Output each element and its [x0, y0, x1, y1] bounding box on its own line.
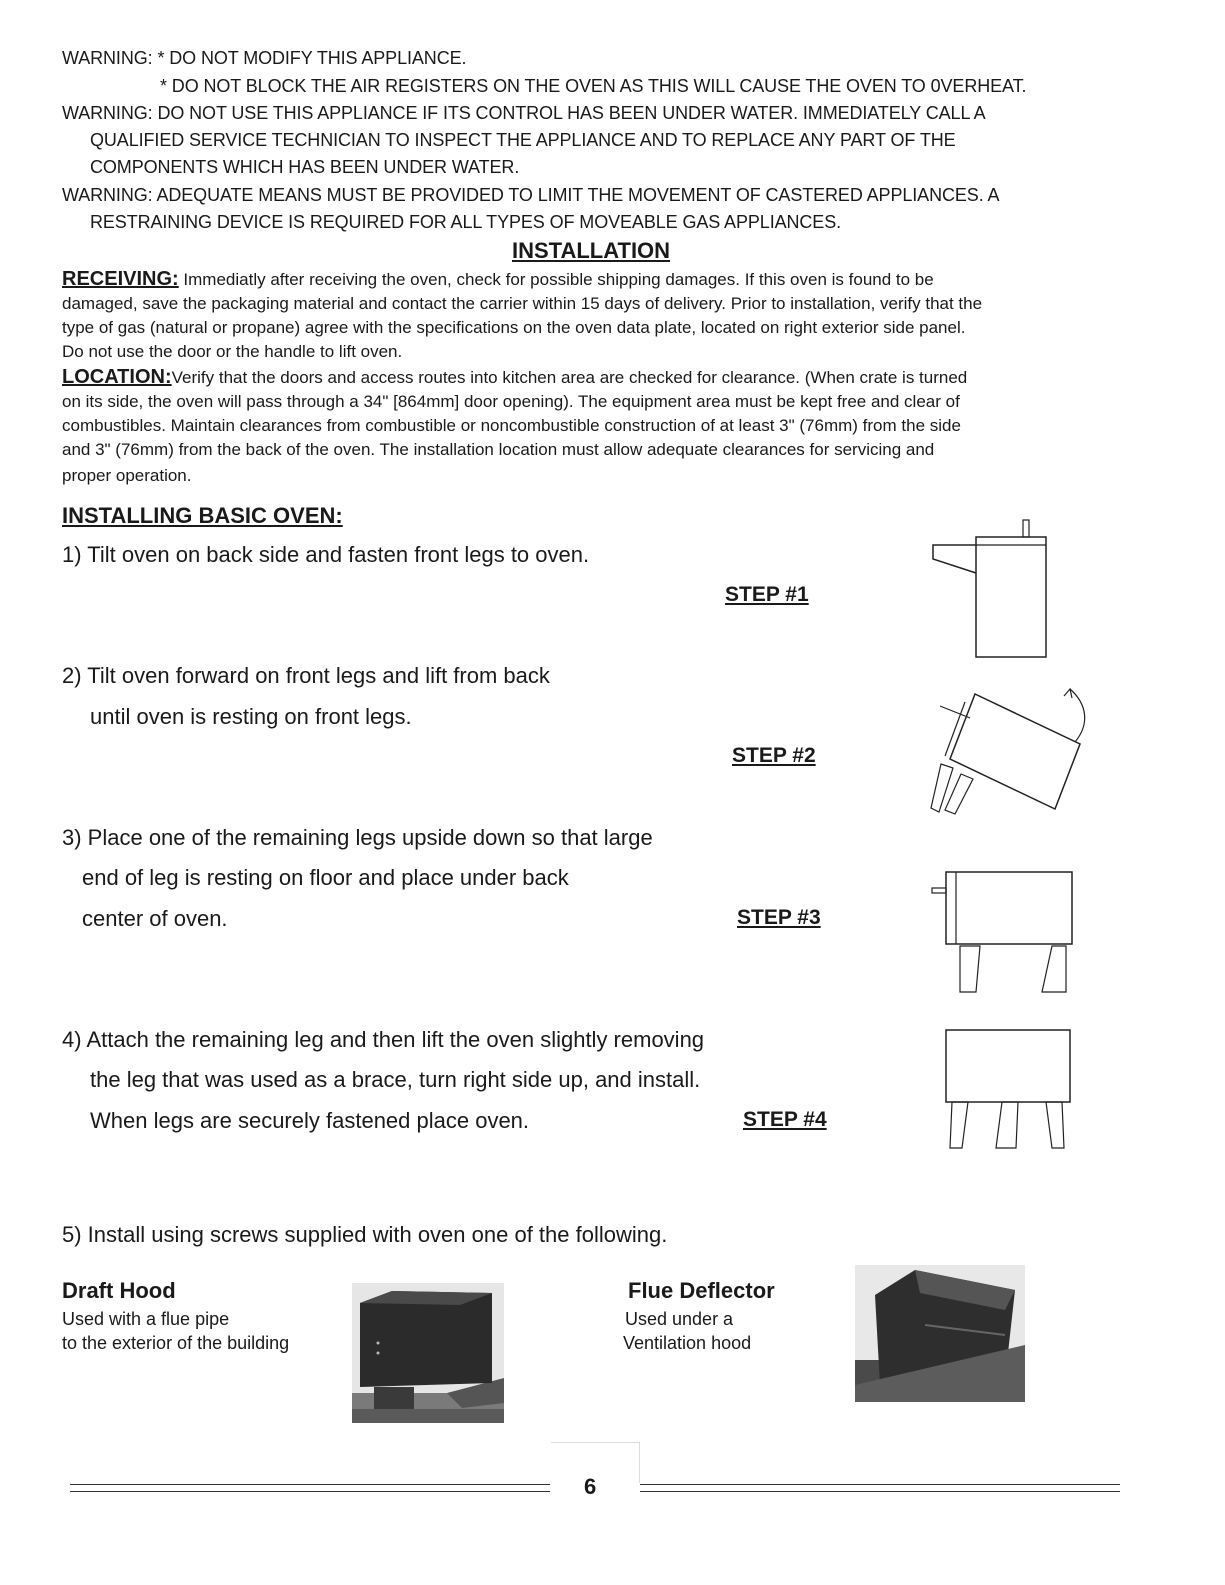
warning-1 — [62, 48, 466, 69]
flue-deflector-title: Flue Deflector — [628, 1278, 775, 1303]
flue-deflector-photo — [855, 1265, 1025, 1402]
step-2-label: STEP #2 — [732, 744, 816, 767]
step-2-text-2: until oven is resting on front legs. — [90, 704, 412, 729]
warning-label: WARNING: — [62, 103, 153, 123]
warning-3 — [62, 185, 999, 206]
footer-rule-left — [70, 1484, 550, 1492]
location-text: proper operation. — [62, 466, 192, 485]
draft-hood-desc-2: to the exterior of the building — [62, 1333, 290, 1353]
step-1-oven-diagram — [928, 515, 1058, 665]
step-2-text-1: 2) Tilt oven forward on front legs and lift from back — [62, 663, 550, 688]
page-number: 6 — [584, 1474, 597, 1499]
warning-text: * DO NOT MODIFY THIS APPLIANCE. — [157, 48, 467, 68]
draft-hood-title: Draft Hood — [62, 1278, 176, 1303]
step-3-oven-diagram — [928, 868, 1078, 998]
location-text: Verify that the doors and access routes into kitchen area are checked for clearance. (When crate is turned — [171, 368, 968, 387]
step-1-label: STEP #1 — [725, 583, 809, 606]
step-3-label: STEP #3 — [737, 906, 821, 929]
step-5-text: 5) Install using screws supplied with oven one of the following. — [62, 1222, 668, 1247]
warning-text: COMPONENTS WHICH HAS BEEN UNDER WATER. — [90, 157, 520, 177]
draft-hood-photo — [352, 1283, 504, 1423]
warning-text: ADEQUATE MEANS MUST BE PROVIDED TO LIMIT THE MOVEMENT OF CASTERED APPLIANCES. A — [156, 185, 1000, 205]
flue-deflector-desc-2: Ventilation hood — [623, 1333, 752, 1353]
location-label: LOCATION: — [62, 366, 172, 388]
step-3-text-3: center of oven. — [82, 906, 228, 931]
location-text: on its side, the oven will pass through a 34" [864mm] door opening). The equipment area must be kept free and clear of — [62, 392, 960, 411]
flue-deflector-desc-1: Used under a — [625, 1309, 734, 1329]
step-4-oven-diagram — [940, 1025, 1080, 1155]
warning-label: WARNING: — [62, 48, 153, 68]
receiving-text: type of gas (natural or propane) agree with the specifications on the oven data plate, located on right exterior side panel. — [62, 318, 966, 337]
receiving-text: Immediatly after receiving the oven, check for possible shipping damages. If this oven is found to be — [183, 270, 934, 289]
warning-text: * DO NOT BLOCK THE AIR REGISTERS ON THE OVEN AS THIS WILL CAUSE THE OVEN TO 0VERHEAT. — [160, 76, 1027, 96]
step-4-text-2: the leg that was used as a brace, turn right side up, and install. — [90, 1067, 701, 1092]
step-4-text-1: 4) Attach the remaining leg and then lift the oven slightly removing — [62, 1027, 705, 1052]
location-text: and 3" (76mm) from the back of the oven. The installation location must allow adequate clearances for servicing and — [62, 440, 935, 459]
warning-text: RESTRAINING DEVICE IS REQUIRED FOR ALL TYPES OF MOVEABLE GAS APPLIANCES. — [90, 212, 842, 232]
warning-2 — [62, 103, 986, 124]
step-4-text-3: When legs are securely fastened place oven. — [90, 1108, 530, 1133]
warning-label: WARNING: — [62, 185, 153, 205]
warning-text: DO NOT USE THIS APPLIANCE IF ITS CONTROL HAS BEEN UNDER WATER. IMMEDIATELY CALL A — [157, 103, 986, 123]
step-2-oven-diagram — [925, 684, 1095, 819]
receiving-line — [62, 268, 934, 291]
warning-text: QUALIFIED SERVICE TECHNICIAN TO INSPECT THE APPLIANCE AND TO REPLACE ANY PART OF THE — [90, 130, 956, 150]
location-text: combustibles. Maintain clearances from combustible or noncombustible construction of at least 3" (76mm) from the side — [62, 416, 961, 435]
receiving-text: damaged, save the packaging material and contact the carrier within 15 days of delivery. Prior to installation, verify that the — [62, 294, 983, 313]
draft-hood-desc-1: Used with a flue pipe — [62, 1309, 230, 1329]
step-3-text-1: 3) Place one of the remaining legs upside down so that large — [62, 825, 653, 850]
installing-heading: INSTALLING BASIC OVEN: — [62, 503, 343, 528]
footer-rule-right — [640, 1484, 1120, 1492]
step-4-label: STEP #4 — [743, 1108, 827, 1131]
location-line — [62, 366, 967, 389]
installation-title: INSTALLATION — [512, 238, 671, 263]
step-3-text-2: end of leg is resting on floor and place under back — [82, 865, 569, 890]
receiving-text: Do not use the door or the handle to lift oven. — [62, 342, 403, 361]
step-1-text: 1) Tilt oven on back side and fasten front legs to oven. — [62, 542, 590, 567]
receiving-label: RECEIVING: — [62, 268, 179, 290]
